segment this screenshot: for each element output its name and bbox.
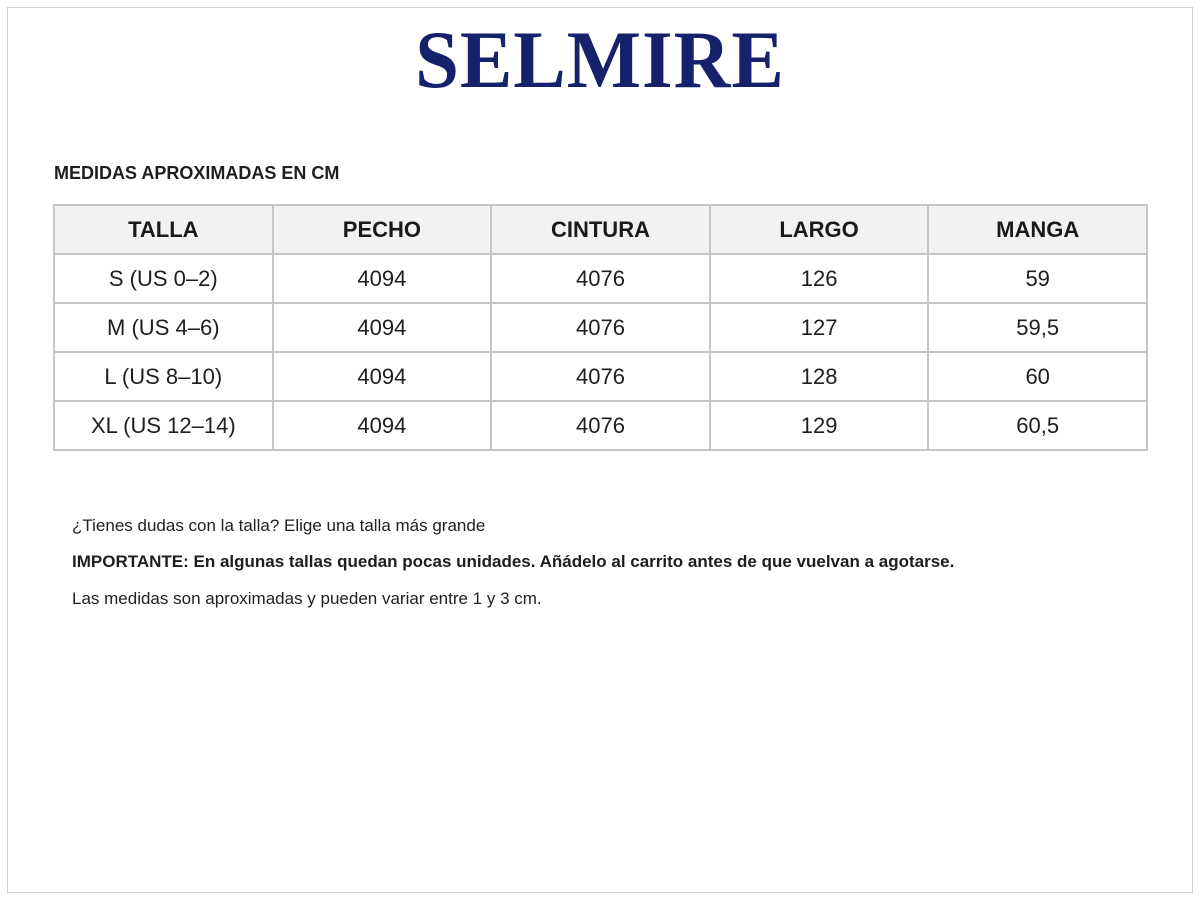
header-manga: MANGA bbox=[928, 205, 1147, 254]
size-doubt-note: ¿Tienes dudas con la talla? Elige una talla más grande bbox=[72, 516, 486, 535]
measurement-disclaimer: Las medidas son aproximadas y pueden variar entre 1 y 3 cm. bbox=[72, 589, 542, 608]
header-pecho: PECHO bbox=[273, 205, 492, 254]
cell-largo: 129 bbox=[710, 401, 929, 450]
header-talla: TALLA bbox=[54, 205, 273, 254]
cell-pecho: 4094 bbox=[273, 401, 492, 450]
cell-talla: XL (US 12–14) bbox=[54, 401, 273, 450]
cell-manga: 59,5 bbox=[928, 303, 1147, 352]
cell-pecho: 4094 bbox=[273, 303, 492, 352]
cell-talla: M (US 4–6) bbox=[54, 303, 273, 352]
header-cintura: CINTURA bbox=[491, 205, 710, 254]
header-largo: LARGO bbox=[710, 205, 929, 254]
cell-largo: 128 bbox=[710, 352, 929, 401]
cell-pecho: 4094 bbox=[273, 254, 492, 303]
cell-pecho: 4094 bbox=[273, 352, 492, 401]
size-chart-table bbox=[53, 204, 1148, 451]
stock-warning-note: IMPORTANTE: En algunas tallas quedan pocas unidades. Añádelo al carrito antes de que vuelvan a agotarse. bbox=[72, 552, 955, 571]
table-row bbox=[54, 352, 1147, 401]
cell-cintura: 4076 bbox=[491, 401, 710, 450]
brand-logo: SELMIRE bbox=[415, 14, 785, 105]
cell-talla: S (US 0–2) bbox=[54, 254, 273, 303]
table-row bbox=[54, 254, 1147, 303]
cell-manga: 60,5 bbox=[928, 401, 1147, 450]
cell-talla: L (US 8–10) bbox=[54, 352, 273, 401]
table-row bbox=[54, 401, 1147, 450]
cell-manga: 60 bbox=[928, 352, 1147, 401]
cell-cintura: 4076 bbox=[491, 352, 710, 401]
cell-largo: 126 bbox=[710, 254, 929, 303]
section-title: MEDIDAS APROXIMADAS EN CM bbox=[54, 163, 340, 183]
cell-largo: 127 bbox=[710, 303, 929, 352]
table-row bbox=[54, 303, 1147, 352]
cell-manga: 59 bbox=[928, 254, 1147, 303]
table-header-row bbox=[54, 205, 1147, 254]
cell-cintura: 4076 bbox=[491, 303, 710, 352]
cell-cintura: 4076 bbox=[491, 254, 710, 303]
